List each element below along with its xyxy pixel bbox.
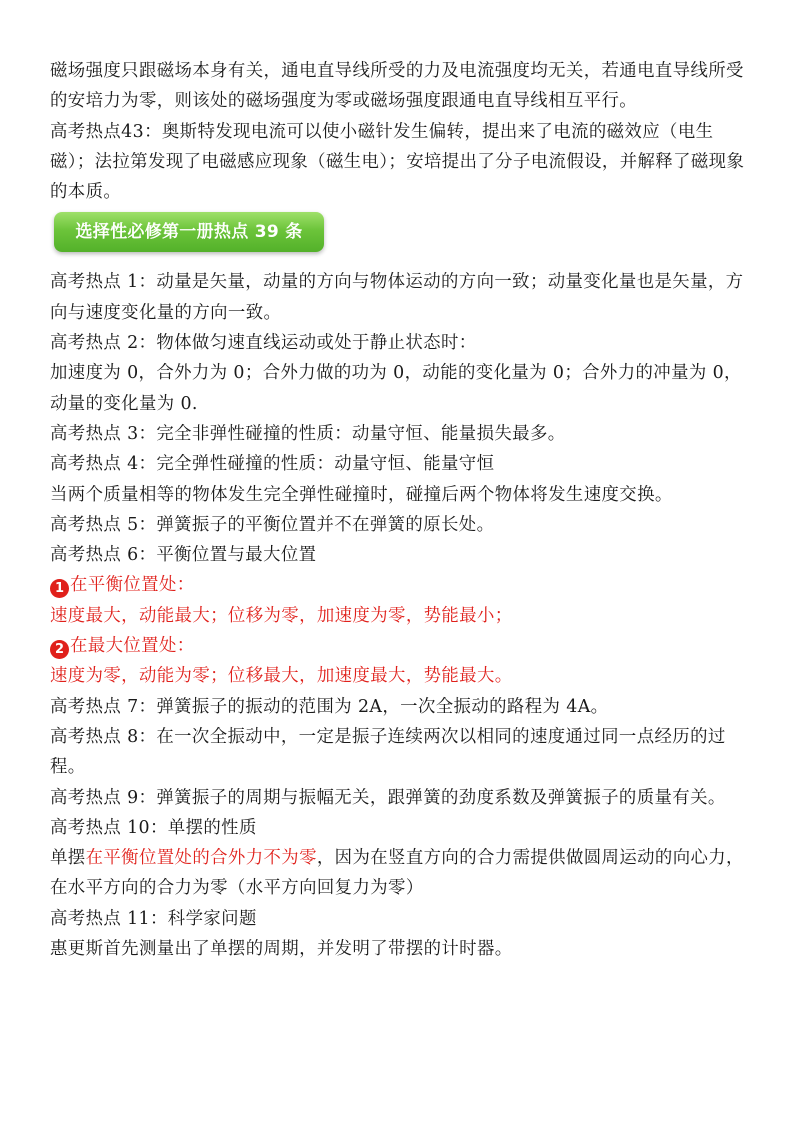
hotpoint-6-item-2-body: 速度为零，动能为零；位移最大，加速度最大，势能最大。: [50, 666, 513, 687]
hotpoint-10-post: ，因为在竖直方向的合力需提供做圆周运动的向心力，在水平方向的合力为零（水平方向回复力为零）: [50, 848, 744, 899]
hotpoint-43: 高考热点43：奥斯特发现电流可以使小磁针发生偏转，提出来了电流的磁效应（电生磁）；法拉第发现了电磁感应现象（磁生电）；安培提出了分子电流假设，并解释了磁现象的本质。: [50, 121, 745, 203]
hotpoint-5: 高考热点 5：弹簧振子的平衡位置并不在弹簧的原长处。: [50, 514, 495, 535]
hotpoint-10-title: 高考热点 10：单摆的性质: [50, 817, 257, 838]
hotpoint-6-item-1-body: 速度最大，动能最大；位移为零，加速度为零，势能最小；: [50, 605, 513, 626]
hotpoint-6-item-1-label-line: [50, 570, 755, 600]
hotpoint-11-title: 高考热点 11：科学家问题: [50, 908, 257, 929]
hotpoint-10-highlight: 在平衡位置处的合外力不为零: [85, 848, 317, 869]
hotpoint-10-body: [50, 843, 755, 904]
hotpoint-3: 高考热点 3：完全非弹性碰撞的性质：动量守恒、能量损失最多。: [50, 423, 566, 444]
hotpoint-8: 高考热点 8：在一次全振动中，一定是振子连续两次以相同的速度通过同一点经历的过程。: [50, 726, 726, 778]
intro-paragraph: 磁场强度只跟磁场本身有关，通电直导线所受的力及电流强度均无关，若通电直导线所受的安培力为零，则该处的磁场强度为零或磁场强度跟通电直导线相互平行。: [50, 61, 744, 112]
number-1-badge-icon: 1: [50, 579, 69, 598]
number-2-badge-icon: 2: [50, 640, 69, 659]
section-banner: 选择性必修第一册热点 39 条: [54, 212, 324, 252]
hotpoint-4-body: 当两个质量相等的物体发生完全弹性碰撞时，碰撞后两个物体将发生速度交换。: [50, 484, 673, 505]
hotpoint-9: 高考热点 9：弹簧振子的周期与振幅无关，跟弹簧的劲度系数及弹簧振子的质量有关。: [50, 787, 726, 808]
hotpoint-6-item-2-label-line: [50, 631, 755, 661]
hotpoint-7: 高考热点 7：弹簧振子的振动的范围为 2A，一次全振动的路程为 4A。: [50, 696, 609, 717]
hotpoint-4-title: 高考热点 4：完全弹性碰撞的性质：动量守恒、能量守恒: [50, 454, 495, 475]
hotpoint-6-item-1-label: 在平衡位置处：: [70, 575, 195, 596]
hotpoint-10-pre: 单摆: [50, 848, 86, 869]
hotpoint-1: 高考热点 1：动量是矢量，动量的方向与物体运动的方向一致；动量变化量也是矢量，方向与速度变化量的方向一致。: [50, 272, 744, 323]
hotpoint-6-item-2-label: 在最大位置处：: [70, 636, 195, 657]
hotpoint-6-title: 高考热点 6：平衡位置与最大位置: [50, 545, 317, 566]
hotpoint-2-body: 加速度为 0，合外力为 0；合外力做的功为 0，动能的变化量为 0；合外力的冲量为 0，动量的变化量为 0.: [50, 363, 742, 414]
hotpoint-11-body: 惠更斯首先测量出了单摆的周期，并发明了带摆的计时器。: [50, 939, 513, 960]
section-banner-container: [50, 207, 755, 267]
hotpoint-2-title: 高考热点 2：物体做匀速直线运动或处于静止状态时：: [50, 333, 477, 354]
document-page: [50, 56, 755, 964]
